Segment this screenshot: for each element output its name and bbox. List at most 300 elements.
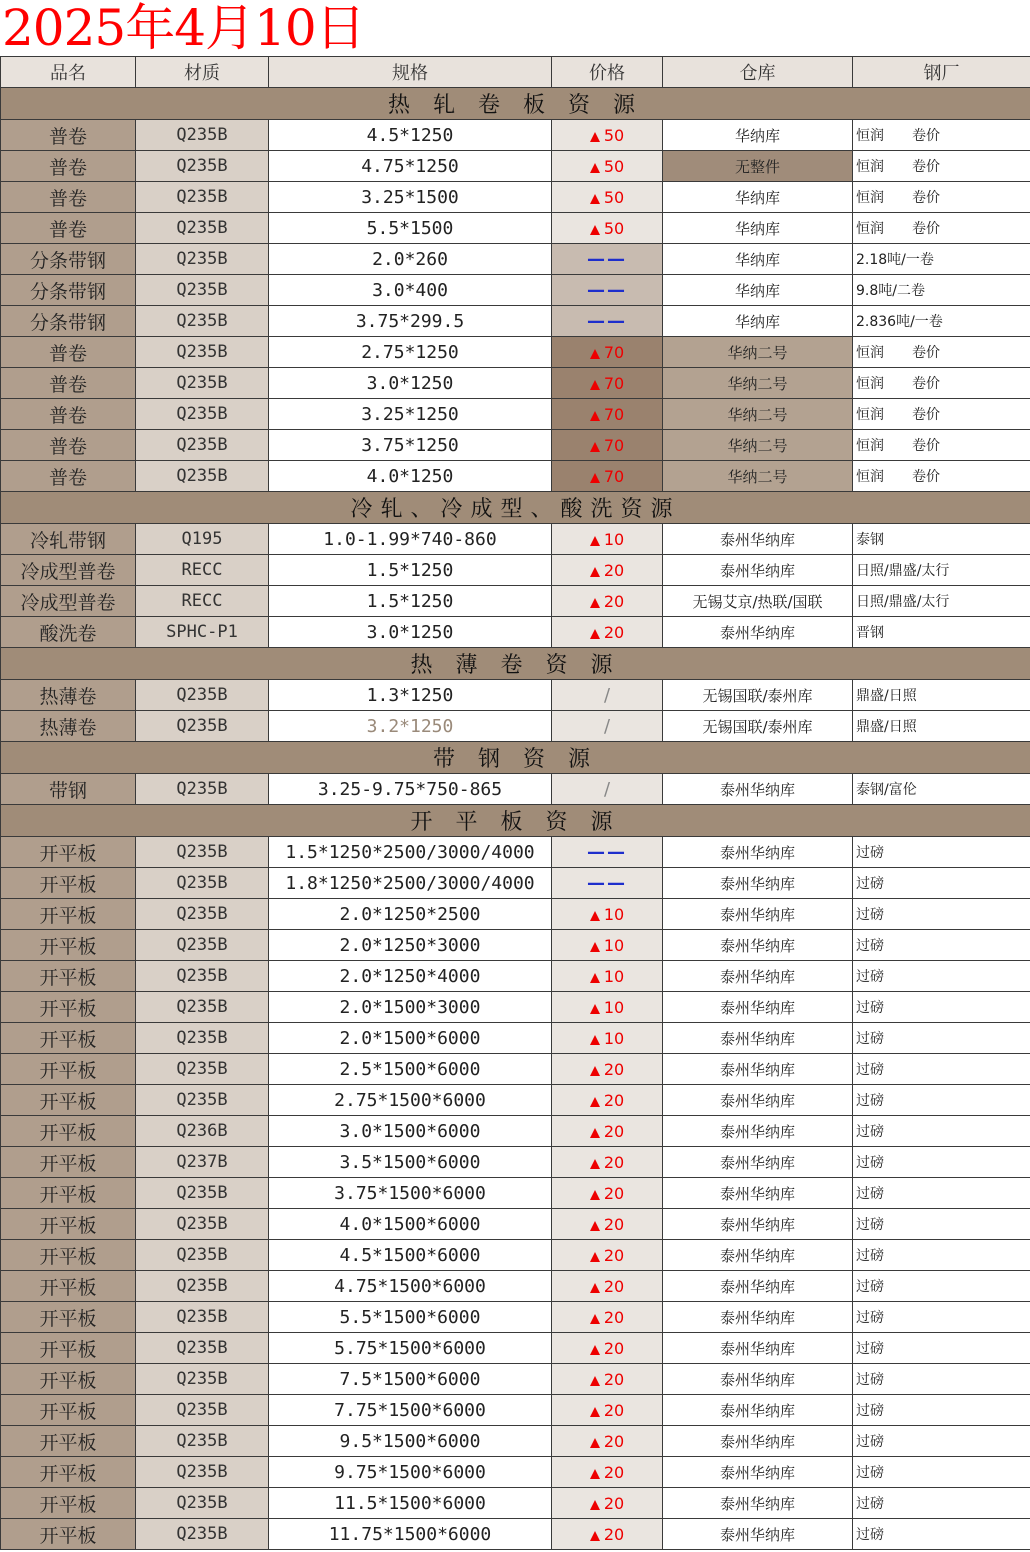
- mill-cell: 过磅: [853, 961, 1030, 992]
- price-value: 50: [603, 218, 625, 238]
- spec-cell: 1.5*1250: [269, 555, 552, 586]
- material-cell: Q235B: [136, 1426, 269, 1457]
- mill-cell: 过磅: [853, 930, 1030, 961]
- warehouse-cell: 泰州华纳库: [663, 1426, 853, 1457]
- material-cell: Q235B: [136, 430, 269, 461]
- header-spec: 规格: [269, 57, 552, 88]
- product-name-cell: 开平板: [1, 1240, 136, 1271]
- mill-cell: 过磅: [853, 1333, 1030, 1364]
- up-triangle-icon: [590, 1469, 600, 1479]
- warehouse-cell: 泰州华纳库: [663, 1209, 853, 1240]
- spec-cell: 4.5*1500*6000: [269, 1240, 552, 1271]
- price-cell: [552, 1457, 663, 1488]
- table-row: [1, 368, 1030, 399]
- table-row: [1, 1488, 1030, 1519]
- product-name-cell: 开平板: [1, 1302, 136, 1333]
- product-name-cell: 开平板: [1, 868, 136, 899]
- spec-cell: 5.5*1500: [269, 213, 552, 244]
- up-triangle-icon: [590, 1252, 600, 1262]
- mill-cell: 过磅: [853, 868, 1030, 899]
- mill-cell: 2.18吨/一卷: [853, 244, 1030, 275]
- mill-cell: 过磅: [853, 1209, 1030, 1240]
- material-cell: Q235B: [136, 1240, 269, 1271]
- mill-cell: 过磅: [853, 1302, 1030, 1333]
- material-cell: Q195: [136, 524, 269, 555]
- price-cell: [552, 555, 663, 586]
- table-row: [1, 337, 1030, 368]
- price-cell: [552, 1116, 663, 1147]
- product-name-cell: 开平板: [1, 1519, 136, 1550]
- mill-cell: 恒润 卷价: [853, 399, 1030, 430]
- material-cell: Q235B: [136, 1271, 269, 1302]
- up-triangle-icon: [590, 598, 600, 608]
- material-cell: Q235B: [136, 868, 269, 899]
- product-name-cell: 开平板: [1, 1178, 136, 1209]
- up-triangle-icon: [590, 1283, 600, 1293]
- warehouse-cell: 华纳二号: [663, 461, 853, 492]
- table-row: [1, 182, 1030, 213]
- price-cell: [552, 1333, 663, 1364]
- table-row: [1, 461, 1030, 492]
- table-row: [1, 992, 1030, 1023]
- up-triangle-icon: [590, 1035, 600, 1045]
- product-name-cell: 带钢: [1, 774, 136, 805]
- spec-cell: 4.75*1500*6000: [269, 1271, 552, 1302]
- section-header: [1, 805, 1030, 837]
- price-cell: [552, 306, 663, 337]
- price-cell: [552, 244, 663, 275]
- product-name-cell: 冷成型普卷: [1, 586, 136, 617]
- material-cell: Q235B: [136, 213, 269, 244]
- price-cell: [552, 182, 663, 213]
- page-title: 2025年4月10日: [2, 0, 365, 57]
- spec-cell: 9.75*1500*6000: [269, 1457, 552, 1488]
- price-cell: [552, 837, 663, 868]
- mill-cell: 过磅: [853, 1116, 1030, 1147]
- material-cell: RECC: [136, 555, 269, 586]
- up-triangle-icon: [590, 629, 600, 639]
- price-table-body: [1, 57, 1030, 1550]
- price-dash: ——: [587, 841, 627, 863]
- spec-cell: 2.0*1250*2500: [269, 899, 552, 930]
- material-cell: Q235B: [136, 337, 269, 368]
- price-cell: [552, 430, 663, 461]
- up-triangle-icon: [590, 1159, 600, 1169]
- price-cell: [552, 961, 663, 992]
- table-row: [1, 1209, 1030, 1240]
- material-cell: Q235B: [136, 1488, 269, 1519]
- spec-cell: 4.5*1250: [269, 120, 552, 151]
- mill-cell: 日照/鼎盛/太行: [853, 586, 1030, 617]
- up-triangle-icon: [590, 973, 600, 983]
- price-value: 10: [603, 904, 625, 924]
- warehouse-cell: 泰州华纳库: [663, 899, 853, 930]
- up-triangle-icon: [590, 1531, 600, 1541]
- spec-cell: 7.5*1500*6000: [269, 1364, 552, 1395]
- price-cell: [552, 1023, 663, 1054]
- mill-cell: 恒润 卷价: [853, 213, 1030, 244]
- price-value: 20: [603, 1524, 625, 1544]
- up-triangle-icon: [590, 1097, 600, 1107]
- spec-cell: 3.0*400: [269, 275, 552, 306]
- price-cell: [552, 1395, 663, 1426]
- spec-cell: 2.0*1250*4000: [269, 961, 552, 992]
- price-value: 10: [603, 997, 625, 1017]
- header-warehouse: 仓库: [663, 57, 853, 88]
- price-cell: [552, 899, 663, 930]
- up-triangle-icon: [590, 1376, 600, 1386]
- product-name-cell: 普卷: [1, 430, 136, 461]
- mill-cell: 过磅: [853, 1395, 1030, 1426]
- product-name-cell: 开平板: [1, 1023, 136, 1054]
- price-value: 20: [603, 1400, 625, 1420]
- spec-cell: 3.0*1250: [269, 368, 552, 399]
- product-name-cell: 开平板: [1, 961, 136, 992]
- price-cell: [552, 1426, 663, 1457]
- product-name-cell: 普卷: [1, 182, 136, 213]
- price-slash: /: [603, 778, 611, 800]
- warehouse-cell: 华纳二号: [663, 430, 853, 461]
- spec-cell: 1.3*1250: [269, 680, 552, 711]
- spec-cell: 3.2*1250: [269, 711, 552, 742]
- material-cell: Q235B: [136, 992, 269, 1023]
- table-row: [1, 1147, 1030, 1178]
- table-row: [1, 524, 1030, 555]
- warehouse-cell: 华纳二号: [663, 368, 853, 399]
- material-cell: Q235B: [136, 306, 269, 337]
- material-cell: Q235B: [136, 899, 269, 930]
- up-triangle-icon: [590, 1345, 600, 1355]
- up-triangle-icon: [590, 1190, 600, 1200]
- material-cell: Q235B: [136, 182, 269, 213]
- product-name-cell: 开平板: [1, 1333, 136, 1364]
- product-name-cell: 开平板: [1, 1147, 136, 1178]
- table-row: [1, 680, 1030, 711]
- mill-cell: 9.8吨/二卷: [853, 275, 1030, 306]
- product-name-cell: 分条带钢: [1, 306, 136, 337]
- price-value: 20: [603, 591, 625, 611]
- spec-cell: 2.0*1500*6000: [269, 1023, 552, 1054]
- mill-cell: 过磅: [853, 1085, 1030, 1116]
- price-value: 50: [603, 125, 625, 145]
- material-cell: Q235B: [136, 1395, 269, 1426]
- material-cell: Q235B: [136, 1209, 269, 1240]
- warehouse-cell: 无整件: [663, 151, 853, 182]
- warehouse-cell: 泰州华纳库: [663, 774, 853, 805]
- material-cell: Q235B: [136, 151, 269, 182]
- warehouse-cell: 华纳库: [663, 120, 853, 151]
- warehouse-cell: 无锡国联/泰州库: [663, 711, 853, 742]
- mill-cell: 过磅: [853, 1519, 1030, 1550]
- warehouse-cell: 泰州华纳库: [663, 1271, 853, 1302]
- product-name-cell: 热薄卷: [1, 680, 136, 711]
- material-cell: Q236B: [136, 1116, 269, 1147]
- material-cell: Q235B: [136, 461, 269, 492]
- up-triangle-icon: [590, 163, 600, 173]
- price-dash: ——: [587, 872, 627, 894]
- mill-cell: 过磅: [853, 1457, 1030, 1488]
- price-cell: [552, 1488, 663, 1519]
- table-row: [1, 151, 1030, 182]
- mill-cell: 过磅: [853, 899, 1030, 930]
- product-name-cell: 开平板: [1, 1054, 136, 1085]
- price-cell: [552, 617, 663, 648]
- material-cell: Q235B: [136, 1457, 269, 1488]
- price-value: 70: [603, 342, 625, 362]
- price-value: 20: [603, 1152, 625, 1172]
- price-value: 20: [603, 1090, 625, 1110]
- product-name-cell: 开平板: [1, 1426, 136, 1457]
- product-name-cell: 热薄卷: [1, 711, 136, 742]
- mill-cell: 泰钢/富伦: [853, 774, 1030, 805]
- price-value: 10: [603, 966, 625, 986]
- table-row: [1, 1364, 1030, 1395]
- mill-cell: 日照/鼎盛/太行: [853, 555, 1030, 586]
- price-table: [0, 56, 1030, 1550]
- up-triangle-icon: [590, 380, 600, 390]
- spec-cell: 3.25*1500: [269, 182, 552, 213]
- spec-cell: 9.5*1500*6000: [269, 1426, 552, 1457]
- table-row: [1, 1054, 1030, 1085]
- price-dash: ——: [587, 310, 627, 332]
- table-row: [1, 555, 1030, 586]
- table-row: [1, 1116, 1030, 1147]
- price-value: 70: [603, 435, 625, 455]
- warehouse-cell: 泰州华纳库: [663, 1488, 853, 1519]
- price-value: 10: [603, 529, 625, 549]
- up-triangle-icon: [590, 1500, 600, 1510]
- material-cell: Q235B: [136, 1054, 269, 1085]
- material-cell: SPHC-P1: [136, 617, 269, 648]
- price-cell: [552, 1209, 663, 1240]
- spec-cell: 11.5*1500*6000: [269, 1488, 552, 1519]
- table-row: [1, 1395, 1030, 1426]
- price-cell: [552, 711, 663, 742]
- spec-cell: 2.75*1250: [269, 337, 552, 368]
- material-cell: Q235B: [136, 1085, 269, 1116]
- up-triangle-icon: [590, 473, 600, 483]
- price-cell: [552, 868, 663, 899]
- product-name-cell: 普卷: [1, 399, 136, 430]
- price-value: 20: [603, 1059, 625, 1079]
- table-row: [1, 586, 1030, 617]
- warehouse-cell: 泰州华纳库: [663, 1519, 853, 1550]
- spec-cell: 5.5*1500*6000: [269, 1302, 552, 1333]
- product-name-cell: 开平板: [1, 899, 136, 930]
- spec-cell: 3.75*299.5: [269, 306, 552, 337]
- up-triangle-icon: [590, 194, 600, 204]
- spec-cell: 11.75*1500*6000: [269, 1519, 552, 1550]
- product-name-cell: 开平板: [1, 1364, 136, 1395]
- table-row: [1, 244, 1030, 275]
- product-name-cell: 普卷: [1, 120, 136, 151]
- up-triangle-icon: [590, 942, 600, 952]
- mill-cell: 鼎盛/日照: [853, 711, 1030, 742]
- mill-cell: 恒润 卷价: [853, 461, 1030, 492]
- material-cell: Q235B: [136, 711, 269, 742]
- up-triangle-icon: [590, 536, 600, 546]
- warehouse-cell: 华纳库: [663, 306, 853, 337]
- product-name-cell: 开平板: [1, 837, 136, 868]
- price-cell: [552, 524, 663, 555]
- up-triangle-icon: [590, 1066, 600, 1076]
- price-value: 20: [603, 560, 625, 580]
- price-cell: [552, 586, 663, 617]
- price-value: 20: [603, 1276, 625, 1296]
- warehouse-cell: 泰州华纳库: [663, 1333, 853, 1364]
- header-price: 价格: [552, 57, 663, 88]
- up-triangle-icon: [590, 1128, 600, 1138]
- price-slash: /: [603, 684, 611, 706]
- mill-cell: 过磅: [853, 837, 1030, 868]
- product-name-cell: 开平板: [1, 1457, 136, 1488]
- price-cell: [552, 275, 663, 306]
- spec-cell: 3.0*1500*6000: [269, 1116, 552, 1147]
- price-value: 20: [603, 1245, 625, 1265]
- product-name-cell: 普卷: [1, 151, 136, 182]
- warehouse-cell: 泰州华纳库: [663, 1116, 853, 1147]
- price-value: 50: [603, 187, 625, 207]
- mill-cell: 鼎盛/日照: [853, 680, 1030, 711]
- product-name-cell: 普卷: [1, 337, 136, 368]
- material-cell: Q235B: [136, 368, 269, 399]
- spec-cell: 3.75*1500*6000: [269, 1178, 552, 1209]
- mill-cell: 过磅: [853, 1240, 1030, 1271]
- price-value: 20: [603, 1214, 625, 1234]
- table-row: [1, 1023, 1030, 1054]
- price-cell: [552, 1302, 663, 1333]
- table-row: [1, 120, 1030, 151]
- price-cell: [552, 461, 663, 492]
- section-title: 带 钢 资 源: [1, 742, 1030, 774]
- product-name-cell: 酸洗卷: [1, 617, 136, 648]
- mill-cell: 恒润 卷价: [853, 368, 1030, 399]
- spec-cell: 3.25-9.75*750-865: [269, 774, 552, 805]
- table-row: [1, 617, 1030, 648]
- section-title: 热 薄 卷 资 源: [1, 648, 1030, 680]
- product-name-cell: 普卷: [1, 368, 136, 399]
- mill-cell: 过磅: [853, 1271, 1030, 1302]
- warehouse-cell: 华纳库: [663, 275, 853, 306]
- table-row: [1, 961, 1030, 992]
- material-cell: Q235B: [136, 837, 269, 868]
- price-cell: [552, 368, 663, 399]
- warehouse-cell: 泰州华纳库: [663, 930, 853, 961]
- spec-cell: 1.8*1250*2500/3000/4000: [269, 868, 552, 899]
- price-value: 20: [603, 1307, 625, 1327]
- up-triangle-icon: [590, 225, 600, 235]
- table-row: [1, 1333, 1030, 1364]
- price-cell: [552, 399, 663, 430]
- product-name-cell: 开平板: [1, 992, 136, 1023]
- section-title: 热 轧 卷 板 资 源: [1, 88, 1030, 120]
- price-cell: [552, 1147, 663, 1178]
- spec-cell: 5.75*1500*6000: [269, 1333, 552, 1364]
- warehouse-cell: 华纳库: [663, 213, 853, 244]
- mill-cell: 晋钢: [853, 617, 1030, 648]
- table-row: [1, 711, 1030, 742]
- product-name-cell: 开平板: [1, 1209, 136, 1240]
- material-cell: Q235B: [136, 1302, 269, 1333]
- warehouse-cell: 泰州华纳库: [663, 555, 853, 586]
- mill-cell: 恒润 卷价: [853, 151, 1030, 182]
- up-triangle-icon: [590, 411, 600, 421]
- header-material: 材质: [136, 57, 269, 88]
- price-cell: [552, 774, 663, 805]
- price-cell: [552, 1240, 663, 1271]
- mill-cell: 过磅: [853, 1178, 1030, 1209]
- up-triangle-icon: [590, 1407, 600, 1417]
- material-cell: Q235B: [136, 1178, 269, 1209]
- warehouse-cell: 泰州华纳库: [663, 1054, 853, 1085]
- price-value: 10: [603, 1028, 625, 1048]
- spec-cell: 4.0*1500*6000: [269, 1209, 552, 1240]
- section-header: [1, 88, 1030, 120]
- warehouse-cell: 泰州华纳库: [663, 1395, 853, 1426]
- mill-cell: 泰钢: [853, 524, 1030, 555]
- material-cell: Q235B: [136, 275, 269, 306]
- material-cell: RECC: [136, 586, 269, 617]
- spec-cell: 4.75*1250: [269, 151, 552, 182]
- section-header: [1, 492, 1030, 524]
- price-value: 20: [603, 1369, 625, 1389]
- mill-cell: 过磅: [853, 1054, 1030, 1085]
- warehouse-cell: 泰州华纳库: [663, 1457, 853, 1488]
- price-cell: [552, 930, 663, 961]
- product-name-cell: 普卷: [1, 461, 136, 492]
- table-row: [1, 399, 1030, 430]
- spec-cell: 2.5*1500*6000: [269, 1054, 552, 1085]
- table-row: [1, 1271, 1030, 1302]
- spec-cell: 1.0-1.99*740-860: [269, 524, 552, 555]
- price-cell: [552, 1271, 663, 1302]
- mill-cell: 恒润 卷价: [853, 120, 1030, 151]
- warehouse-cell: 无锡艾京/热联/国联: [663, 586, 853, 617]
- table-row: [1, 1302, 1030, 1333]
- product-name-cell: 分条带钢: [1, 244, 136, 275]
- price-cell: [552, 1178, 663, 1209]
- price-value: 70: [603, 373, 625, 393]
- warehouse-cell: 泰州华纳库: [663, 1178, 853, 1209]
- product-name-cell: 冷成型普卷: [1, 555, 136, 586]
- warehouse-cell: 泰州华纳库: [663, 868, 853, 899]
- material-cell: Q235B: [136, 930, 269, 961]
- material-cell: Q235B: [136, 1023, 269, 1054]
- mill-cell: 2.836吨/一卷: [853, 306, 1030, 337]
- mill-cell: 过磅: [853, 1488, 1030, 1519]
- spec-cell: 2.75*1500*6000: [269, 1085, 552, 1116]
- warehouse-cell: 泰州华纳库: [663, 1147, 853, 1178]
- warehouse-cell: 泰州华纳库: [663, 1085, 853, 1116]
- price-cell: [552, 213, 663, 244]
- up-triangle-icon: [590, 911, 600, 921]
- price-value: 50: [603, 156, 625, 176]
- mill-cell: 过磅: [853, 1364, 1030, 1395]
- price-value: 20: [603, 1462, 625, 1482]
- product-name-cell: 普卷: [1, 213, 136, 244]
- section-header: [1, 742, 1030, 774]
- table-row: [1, 430, 1030, 461]
- price-value: 20: [603, 1493, 625, 1513]
- section-header: [1, 648, 1030, 680]
- warehouse-cell: 华纳二号: [663, 337, 853, 368]
- price-cell: [552, 120, 663, 151]
- price-cell: [552, 680, 663, 711]
- warehouse-cell: 泰州华纳库: [663, 524, 853, 555]
- mill-cell: 恒润 卷价: [853, 430, 1030, 461]
- warehouse-cell: 华纳库: [663, 182, 853, 213]
- material-cell: Q235B: [136, 774, 269, 805]
